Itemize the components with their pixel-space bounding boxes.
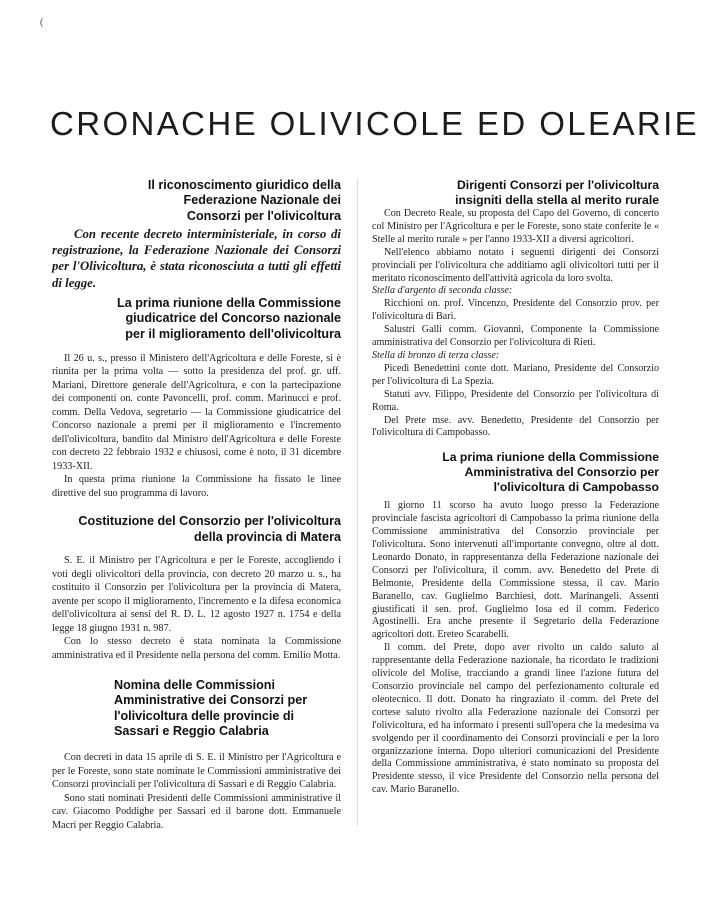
award-class-label: Stella di bronzo di terza classe: xyxy=(372,349,500,361)
article-heading: Il riconoscimento giuridico della Federazione Nazionale dei Consorzi per l'olivicoltura xyxy=(147,178,341,223)
article-rural-merit-stars xyxy=(372,178,659,440)
article-paragraph: Nell'elenco abbiamo notato i seguenti dirigenti dei Consorzi provinciali per l'olivicoltura che additiamo agli olivicoltori tutti per il meritato riconoscimento dell'attività agricola da loro svolta. xyxy=(372,246,659,284)
article-campobasso xyxy=(372,450,659,797)
article-heading: La prima riunione della Commissione giudicatrice del Concorso nazionale per il miglioramento dell'olivicoltura xyxy=(117,296,341,341)
article-paragraph: Sono stati nominati Presidenti delle Commissioni amministrative il cav. Giacomo Poddighe per Sassari ed il barone dott. Emmanuele Macrì per Reggio Calabria. xyxy=(52,792,341,831)
award-entry: Salustri Galli comm. Giovanni, Componente la Commissione amministrativa del Consorzio per l'olivicoltura di Rieti. xyxy=(372,324,659,349)
award-entry: Statuti avv. Filippo, Presidente del Consorzio per l'olivicoltura di Roma. xyxy=(372,388,659,413)
article-matera xyxy=(52,514,341,662)
stray-mark: ( xyxy=(40,17,44,28)
award-entry: Picedi Benedettini conte dott. Mariano, Presidente del Consorzio per l'olivicoltura di La Spezia. xyxy=(372,362,659,387)
right-column xyxy=(372,178,659,797)
article-paragraph: In questa prima riunione la Commissione ha fissato le linee direttive del suo programma di lavoro. xyxy=(52,474,341,499)
article-heading: La prima riunione della Commissione Amministrativa del Consorzio per l'olivicoltura di Campobasso xyxy=(442,450,659,495)
article-paragraph: Con Decreto Reale, su proposta del Capo del Governo, di concerto col Ministro per l'Agricoltura e per le Foreste, sono state conferite le « Stelle al merito rurale » per l'anno 1933-XII a diversi agricoltori. xyxy=(372,208,659,245)
page-title: CRONACHE OLIVICOLE ED OLEARIE xyxy=(50,105,700,142)
award-class-label: Stella d'argento di seconda classe: xyxy=(372,285,513,297)
article-lead: Con recente decreto interministeriale, in corso di registrazione, la Federazione Nazionale dei Consorzi per l'Olivicoltura, è stata riconosciuta a tutti gli effetti di legge. xyxy=(52,226,341,290)
article-paragraph: Il comm. del Prete, dopo aver rivolto un caldo saluto al rappresentante della Federazione nazionale, ha ricordato le tradizioni olivicole del Molise, tracciando a grandi linee l'azione futura del Consorzio provinciale nel campo del perfezionamento colturale ed oleotecnico. Il dott. Donato ha ringraziato il comm. del Prete del cortese saluto rivolto alla Federazione nazionale dei Consorzi per l'olivicoltura, ed ha informato i presenti sull'opera che la medesima va svolgendo per il coordinamento dei Consorzi provinciali e per la loro organizzazione interna. Dopo ulteriori comunicazioni del Presidente della Commissione amministrativa, è stato nominato su proposta del Presidente stesso, il vice Presidente del Consorzio nella persona del cav. Mario Baranello. xyxy=(372,642,659,796)
article-sassari-reggio xyxy=(52,678,341,832)
article-recognition xyxy=(52,178,341,291)
article-heading: Dirigenti Consorzi per l'olivicoltura insigniti della stella al merito rurale xyxy=(455,178,659,207)
article-paragraph: Il giorno 11 scorso ha avuto luogo presso la Federazione provinciale fascista agricoltori di Campobasso la prima riunione della Commissione amministrativa del Consorzio provinciale per l'olivicoltura. Sono intervenuti all'importante convegno, oltre al dott. Leonardo Donato, in rappresentanza della Federazione nazionale dei Consorzi per l'olivicoltura, il comm. avv. Benedetto del Prete di Belmonte, Presidente della Commissione stessa, il cav. Mario Baranello, cav. Guglielmo Barchiesi, dott. Marinangeli. Assenti giustificati il sen. prof. Guglielmo Iosa ed il comm. Federico Agostinelli. Era anche presente il Segretario della Federazione agricoltori dott. Ereteo Scarabelli. xyxy=(372,500,659,641)
article-first-meeting-jury xyxy=(52,296,341,500)
column-rule xyxy=(357,178,358,826)
award-entry: Ricchioni on. prof. Vincenzo, Presidente del Consorzio prov. per l'olivicoltura di Bari. xyxy=(372,298,659,323)
article-paragraph: S. E. il Ministro per l'Agricoltura e per le Foreste, accogliendo i voti degli olivicoltori della provincia, con decreto 20 marzo u. s., ha costituito il Consorzio per l'olivicoltura per la provincia di Matera, avente per scopo il miglioramento, l'incremento e la difesa economica dell'olivicoltura ai sensi del R. D. L. 12 agosto 1927 n. 1754 e della legge 18 giugno 1931 n. 987. xyxy=(52,555,341,634)
left-column xyxy=(52,178,341,832)
article-heading: Costituzione del Consorzio per l'olivicoltura della provincia di Matera xyxy=(78,514,341,544)
article-paragraph: Il 26 u. s., presso il Ministero dell'Agricoltura e delle Foreste, si è riunita per la prima volta — sotto la presidenza del prof. gr. uff. Mariani, Direttore generale dell'Agricoltura, e con la partecipazione dei componenti on. conte Pavoncelli, prof. comm. Marinucci e prof. comm. Della Vedova, segretario — la Commissione giudicatrice del Concorso nazionale a premi per il miglioramento e l'incremento dell'olivicoltura, bandito dal Ministro dell'Agricoltura e delle Foreste con decreto 22 febbraio 1932 e chiusosi, come è noto, il 31 dicembre 1933-XII. xyxy=(52,352,341,472)
article-heading: Nomina delle Commissioni Amministrative dei Consorzi per l'olivicoltura delle provincie di Sassari e Reggio Calabria xyxy=(114,678,308,738)
article-paragraph: Con lo stesso decreto è stata nominata la Commissione amministrativa ed il Presidente nella persona del comm. Emilio Motta. xyxy=(52,636,341,661)
award-entry: Del Prete mse. avv. Benedetto, Presidente del Consorzio per l'olivicoltura di Campobasso. xyxy=(372,414,659,439)
article-paragraph: Con decreti in data 15 aprile di S. E. il Ministro per l'Agricoltura e per le Foreste, sono state nominate le Commissioni amministrative dei Consorzi provinciali per l'olivicoltura di Sassari e di Reggio Calabria. xyxy=(52,752,341,791)
